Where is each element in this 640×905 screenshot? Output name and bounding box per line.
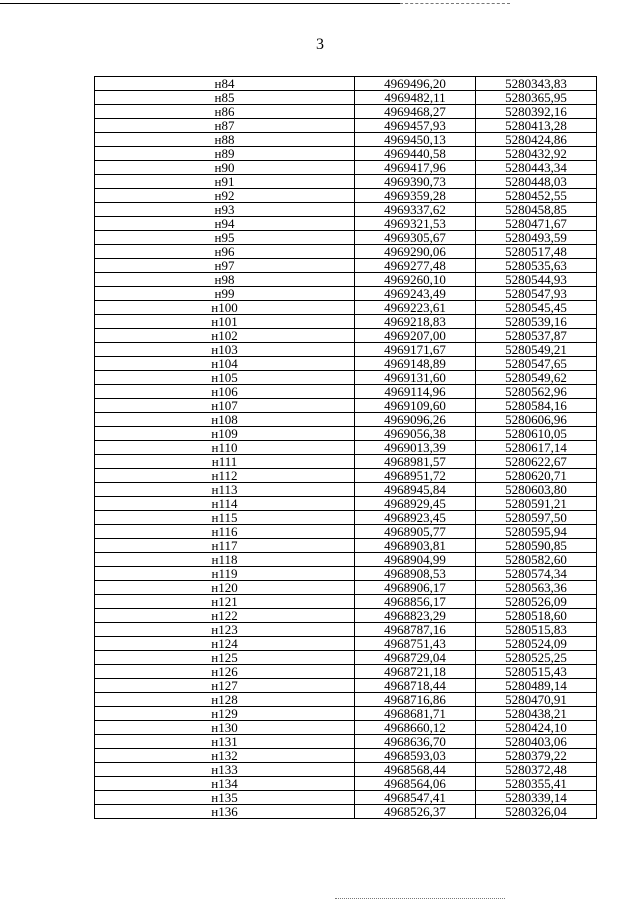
table-row	[95, 455, 597, 469]
point-label-cell: н103	[95, 343, 355, 357]
point-label-cell: н87	[95, 119, 355, 133]
x-coordinate-cell: 4969013,39	[355, 441, 476, 455]
point-label-cell: н120	[95, 581, 355, 595]
point-label-cell: н88	[95, 133, 355, 147]
x-coordinate-cell: 4969468,27	[355, 105, 476, 119]
point-label-cell: н90	[95, 161, 355, 175]
y-coordinate-cell: 5280547,93	[476, 287, 597, 301]
x-coordinate-cell: 4969218,83	[355, 315, 476, 329]
table-row	[95, 483, 597, 497]
point-label-cell: н93	[95, 203, 355, 217]
table-row	[95, 273, 597, 287]
x-coordinate-cell: 4968908,53	[355, 567, 476, 581]
point-label-cell: н119	[95, 567, 355, 581]
table-row	[95, 735, 597, 749]
x-coordinate-cell: 4968904,99	[355, 553, 476, 567]
table-row	[95, 413, 597, 427]
table-row	[95, 329, 597, 343]
point-label-cell: н115	[95, 511, 355, 525]
x-coordinate-cell: 4968721,18	[355, 665, 476, 679]
x-coordinate-cell: 4968718,44	[355, 679, 476, 693]
table-row	[95, 357, 597, 371]
x-coordinate-cell: 4969359,28	[355, 189, 476, 203]
y-coordinate-cell: 5280606,96	[476, 413, 597, 427]
x-coordinate-cell: 4969223,61	[355, 301, 476, 315]
x-coordinate-cell: 4969305,67	[355, 231, 476, 245]
table-row	[95, 679, 597, 693]
y-coordinate-cell: 5280535,63	[476, 259, 597, 273]
point-label-cell: н97	[95, 259, 355, 273]
table-row	[95, 665, 597, 679]
table-row	[95, 525, 597, 539]
x-coordinate-cell: 4968981,57	[355, 455, 476, 469]
x-coordinate-cell: 4969148,89	[355, 357, 476, 371]
table-row	[95, 189, 597, 203]
table-row	[95, 651, 597, 665]
point-label-cell: н117	[95, 539, 355, 553]
table-row	[95, 427, 597, 441]
table-row	[95, 777, 597, 791]
x-coordinate-cell: 4968945,84	[355, 483, 476, 497]
point-label-cell: н114	[95, 497, 355, 511]
point-label-cell: н89	[95, 147, 355, 161]
y-coordinate-cell: 5280524,09	[476, 637, 597, 651]
table-row	[95, 791, 597, 805]
x-coordinate-cell: 4968951,72	[355, 469, 476, 483]
x-coordinate-cell: 4969496,20	[355, 77, 476, 91]
point-label-cell: н111	[95, 455, 355, 469]
table-row	[95, 175, 597, 189]
x-coordinate-cell: 4969450,13	[355, 133, 476, 147]
y-coordinate-cell: 5280526,09	[476, 595, 597, 609]
x-coordinate-cell: 4969114,96	[355, 385, 476, 399]
x-coordinate-cell: 4969290,06	[355, 245, 476, 259]
point-label-cell: н129	[95, 707, 355, 721]
y-coordinate-cell: 5280544,93	[476, 273, 597, 287]
y-coordinate-cell: 5280545,45	[476, 301, 597, 315]
x-coordinate-cell: 4968787,16	[355, 623, 476, 637]
point-label-cell: н135	[95, 791, 355, 805]
point-label-cell: н130	[95, 721, 355, 735]
point-label-cell: н98	[95, 273, 355, 287]
table-row	[95, 231, 597, 245]
point-label-cell: н96	[95, 245, 355, 259]
x-coordinate-cell: 4969440,58	[355, 147, 476, 161]
y-coordinate-cell: 5280517,48	[476, 245, 597, 259]
table-row	[95, 553, 597, 567]
y-coordinate-cell: 5280590,85	[476, 539, 597, 553]
point-label-cell: н109	[95, 427, 355, 441]
table-row	[95, 91, 597, 105]
point-label-cell: н94	[95, 217, 355, 231]
table-row	[95, 805, 597, 819]
point-label-cell: н91	[95, 175, 355, 189]
point-label-cell: н125	[95, 651, 355, 665]
y-coordinate-cell: 5280326,04	[476, 805, 597, 819]
x-coordinate-cell: 4968526,37	[355, 805, 476, 819]
x-coordinate-cell: 4968716,86	[355, 693, 476, 707]
y-coordinate-cell: 5280622,67	[476, 455, 597, 469]
y-coordinate-cell: 5280379,22	[476, 749, 597, 763]
table-row	[95, 511, 597, 525]
coordinates-table-body	[95, 77, 597, 819]
y-coordinate-cell: 5280617,14	[476, 441, 597, 455]
x-coordinate-cell: 4969056,38	[355, 427, 476, 441]
point-label-cell: н121	[95, 595, 355, 609]
x-coordinate-cell: 4969171,67	[355, 343, 476, 357]
point-label-cell: н123	[95, 623, 355, 637]
x-coordinate-cell: 4969207,00	[355, 329, 476, 343]
point-label-cell: н116	[95, 525, 355, 539]
x-coordinate-cell: 4969243,49	[355, 287, 476, 301]
page-number: 3	[316, 36, 324, 53]
y-coordinate-cell: 5280549,62	[476, 371, 597, 385]
x-coordinate-cell: 4968923,45	[355, 511, 476, 525]
x-coordinate-cell: 4969131,60	[355, 371, 476, 385]
table-row	[95, 105, 597, 119]
x-coordinate-cell: 4968903,81	[355, 539, 476, 553]
table-row	[95, 245, 597, 259]
y-coordinate-cell: 5280424,10	[476, 721, 597, 735]
y-coordinate-cell: 5280448,03	[476, 175, 597, 189]
point-label-cell: н99	[95, 287, 355, 301]
table-row	[95, 77, 597, 91]
point-label-cell: н107	[95, 399, 355, 413]
point-label-cell: н108	[95, 413, 355, 427]
point-label-cell: н106	[95, 385, 355, 399]
x-coordinate-cell: 4969417,96	[355, 161, 476, 175]
point-label-cell: н131	[95, 735, 355, 749]
y-coordinate-cell: 5280549,21	[476, 343, 597, 357]
table-row	[95, 609, 597, 623]
point-label-cell: н86	[95, 105, 355, 119]
table-row	[95, 259, 597, 273]
coordinates-table	[94, 76, 597, 819]
table-row	[95, 315, 597, 329]
y-coordinate-cell: 5280515,43	[476, 665, 597, 679]
table-row	[95, 469, 597, 483]
y-coordinate-cell: 5280443,34	[476, 161, 597, 175]
table-row	[95, 441, 597, 455]
x-coordinate-cell: 4969482,11	[355, 91, 476, 105]
point-label-cell: н105	[95, 371, 355, 385]
y-coordinate-cell: 5280471,67	[476, 217, 597, 231]
y-coordinate-cell: 5280563,36	[476, 581, 597, 595]
y-coordinate-cell: 5280403,06	[476, 735, 597, 749]
y-coordinate-cell: 5280537,87	[476, 329, 597, 343]
point-label-cell: н112	[95, 469, 355, 483]
top-rule	[0, 3, 400, 4]
y-coordinate-cell: 5280392,16	[476, 105, 597, 119]
y-coordinate-cell: 5280438,21	[476, 707, 597, 721]
x-coordinate-cell: 4969337,62	[355, 203, 476, 217]
y-coordinate-cell: 5280603,80	[476, 483, 597, 497]
point-label-cell: н136	[95, 805, 355, 819]
point-label-cell: н92	[95, 189, 355, 203]
y-coordinate-cell: 5280489,14	[476, 679, 597, 693]
table-row	[95, 133, 597, 147]
point-label-cell: н122	[95, 609, 355, 623]
y-coordinate-cell: 5280515,83	[476, 623, 597, 637]
table-row	[95, 721, 597, 735]
point-label-cell: н104	[95, 357, 355, 371]
y-coordinate-cell: 5280339,14	[476, 791, 597, 805]
y-coordinate-cell: 5280597,50	[476, 511, 597, 525]
x-coordinate-cell: 4968593,03	[355, 749, 476, 763]
table-row	[95, 147, 597, 161]
y-coordinate-cell: 5280591,21	[476, 497, 597, 511]
y-coordinate-cell: 5280539,16	[476, 315, 597, 329]
top-rule-dashed	[400, 3, 510, 4]
x-coordinate-cell: 4968729,04	[355, 651, 476, 665]
y-coordinate-cell: 5280518,60	[476, 609, 597, 623]
y-coordinate-cell: 5280562,96	[476, 385, 597, 399]
y-coordinate-cell: 5280574,34	[476, 567, 597, 581]
table-row	[95, 693, 597, 707]
x-coordinate-cell: 4968856,17	[355, 595, 476, 609]
table-row	[95, 119, 597, 133]
table-row	[95, 581, 597, 595]
y-coordinate-cell: 5280452,55	[476, 189, 597, 203]
y-coordinate-cell: 5280413,28	[476, 119, 597, 133]
x-coordinate-cell: 4969321,53	[355, 217, 476, 231]
table-row	[95, 161, 597, 175]
point-label-cell: н85	[95, 91, 355, 105]
x-coordinate-cell: 4969390,73	[355, 175, 476, 189]
table-row	[95, 385, 597, 399]
table-row	[95, 749, 597, 763]
table-row	[95, 637, 597, 651]
y-coordinate-cell: 5280372,48	[476, 763, 597, 777]
y-coordinate-cell: 5280458,85	[476, 203, 597, 217]
x-coordinate-cell: 4968823,29	[355, 609, 476, 623]
table-row	[95, 707, 597, 721]
table-row	[95, 595, 597, 609]
table-row	[95, 567, 597, 581]
y-coordinate-cell: 5280584,16	[476, 399, 597, 413]
point-label-cell: н101	[95, 315, 355, 329]
y-coordinate-cell: 5280610,05	[476, 427, 597, 441]
point-label-cell: н110	[95, 441, 355, 455]
point-label-cell: н134	[95, 777, 355, 791]
table-row	[95, 217, 597, 231]
point-label-cell: н95	[95, 231, 355, 245]
point-label-cell: н118	[95, 553, 355, 567]
bottom-rule	[335, 898, 505, 899]
y-coordinate-cell: 5280547,65	[476, 357, 597, 371]
x-coordinate-cell: 4969457,93	[355, 119, 476, 133]
x-coordinate-cell: 4968906,17	[355, 581, 476, 595]
x-coordinate-cell: 4969260,10	[355, 273, 476, 287]
point-label-cell: н128	[95, 693, 355, 707]
table-row	[95, 497, 597, 511]
y-coordinate-cell: 5280470,91	[476, 693, 597, 707]
point-label-cell: н100	[95, 301, 355, 315]
table-row	[95, 763, 597, 777]
x-coordinate-cell: 4968547,41	[355, 791, 476, 805]
x-coordinate-cell: 4968568,44	[355, 763, 476, 777]
x-coordinate-cell: 4969277,48	[355, 259, 476, 273]
y-coordinate-cell: 5280343,83	[476, 77, 597, 91]
y-coordinate-cell: 5280493,59	[476, 231, 597, 245]
x-coordinate-cell: 4968564,06	[355, 777, 476, 791]
x-coordinate-cell: 4968905,77	[355, 525, 476, 539]
point-label-cell: н102	[95, 329, 355, 343]
table-row	[95, 301, 597, 315]
table-row	[95, 371, 597, 385]
table-row	[95, 287, 597, 301]
y-coordinate-cell: 5280595,94	[476, 525, 597, 539]
table-row	[95, 399, 597, 413]
table-row	[95, 623, 597, 637]
point-label-cell: н84	[95, 77, 355, 91]
x-coordinate-cell: 4968929,45	[355, 497, 476, 511]
x-coordinate-cell: 4969109,60	[355, 399, 476, 413]
y-coordinate-cell: 5280582,60	[476, 553, 597, 567]
point-label-cell: н132	[95, 749, 355, 763]
y-coordinate-cell: 5280355,41	[476, 777, 597, 791]
y-coordinate-cell: 5280525,25	[476, 651, 597, 665]
point-label-cell: н127	[95, 679, 355, 693]
y-coordinate-cell: 5280432,92	[476, 147, 597, 161]
point-label-cell: н124	[95, 637, 355, 651]
x-coordinate-cell: 4968751,43	[355, 637, 476, 651]
y-coordinate-cell: 5280424,86	[476, 133, 597, 147]
y-coordinate-cell: 5280620,71	[476, 469, 597, 483]
x-coordinate-cell: 4968681,71	[355, 707, 476, 721]
point-label-cell: н113	[95, 483, 355, 497]
table-row	[95, 343, 597, 357]
y-coordinate-cell: 5280365,95	[476, 91, 597, 105]
x-coordinate-cell: 4968660,12	[355, 721, 476, 735]
x-coordinate-cell: 4968636,70	[355, 735, 476, 749]
table-row	[95, 203, 597, 217]
point-label-cell: н126	[95, 665, 355, 679]
x-coordinate-cell: 4969096,26	[355, 413, 476, 427]
table-row	[95, 539, 597, 553]
point-label-cell: н133	[95, 763, 355, 777]
